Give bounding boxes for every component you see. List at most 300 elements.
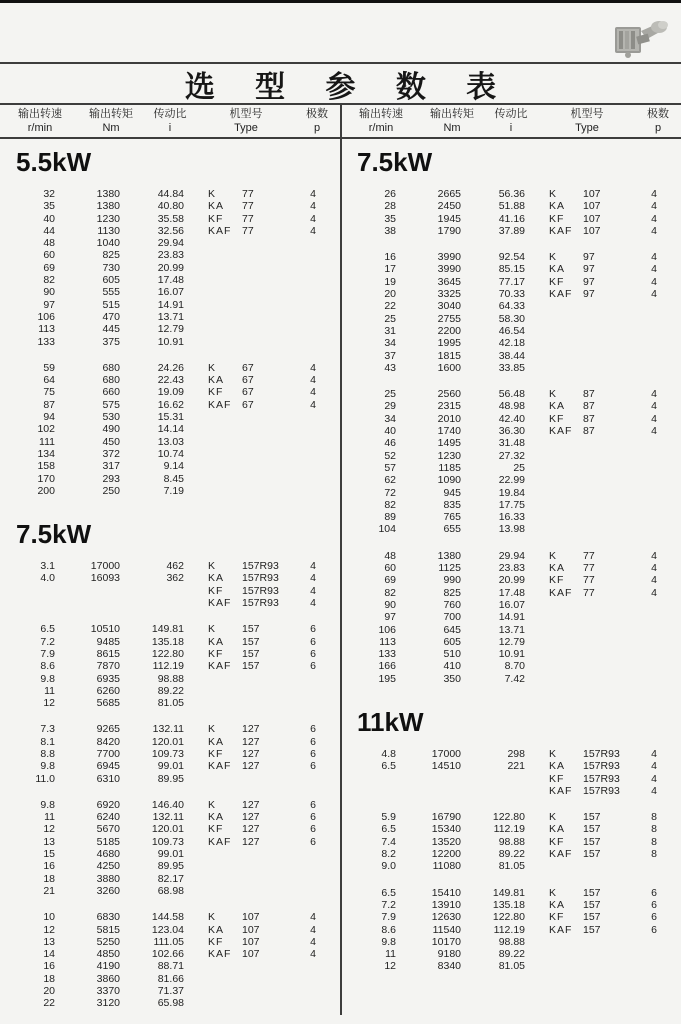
type-size-cell: 77 <box>242 188 254 200</box>
poles-cell: 4 <box>651 224 657 237</box>
ratio-cell: 51.88 <box>498 200 525 213</box>
torque-cell: 835 <box>443 498 461 511</box>
speed-cell: 97 <box>43 298 55 311</box>
ratio-cell <box>461 785 525 797</box>
speed-cell: 8.1 <box>40 735 55 748</box>
poles-cell <box>639 362 669 374</box>
table-row <box>0 811 340 823</box>
torque-cell: 1380 <box>96 188 120 200</box>
speed-cell: 10 <box>43 911 55 924</box>
col-header-poles: 极数 p <box>306 108 328 134</box>
type-prefix-cell: K <box>208 560 217 573</box>
speed-cell: 8.2 <box>381 848 396 861</box>
type-prefix-cell <box>208 286 242 298</box>
torque-cell: 1230 <box>96 212 120 225</box>
type-size-cell: 127 <box>242 798 260 811</box>
torque-cell: 14510 <box>431 760 461 773</box>
table-row <box>0 200 340 212</box>
data-group <box>341 388 681 536</box>
poles-cell <box>639 300 669 312</box>
table-row <box>0 673 340 685</box>
torque-cell: 490 <box>102 423 120 436</box>
power-section <box>0 147 340 497</box>
speed-cell: 25 <box>384 388 396 401</box>
torque-cell: 1230 <box>437 449 461 462</box>
ratio-cell: 89.95 <box>157 860 184 873</box>
table-row <box>0 399 340 411</box>
torque-cell: 1815 <box>437 349 461 362</box>
speed-cell: 106 <box>378 623 396 636</box>
table-row <box>0 960 340 972</box>
type-prefix-cell <box>549 474 583 486</box>
type-prefix-cell: KAF <box>208 835 232 848</box>
type-prefix-cell: KF <box>208 647 224 660</box>
table-row <box>341 462 681 474</box>
data-group <box>0 560 340 609</box>
table-row <box>341 611 681 623</box>
speed-cell: 89 <box>384 511 396 524</box>
poles-cell <box>639 313 669 325</box>
ratio-cell: 17.75 <box>498 498 525 511</box>
type-prefix-cell: KAF <box>208 224 232 237</box>
table-row <box>0 485 340 497</box>
poles-cell: 6 <box>310 723 316 736</box>
poles-cell: 6 <box>651 911 657 924</box>
speed-cell: 7.3 <box>40 723 55 736</box>
torque-cell: 15410 <box>431 886 461 899</box>
speed-cell: 18 <box>43 972 55 985</box>
ratio-cell: 89.22 <box>498 948 525 961</box>
poles-cell <box>298 299 328 311</box>
table-row <box>341 574 681 586</box>
table-row <box>0 336 340 348</box>
poles-cell <box>298 673 328 685</box>
ratio-cell: 40.80 <box>157 200 184 213</box>
speed-cell <box>341 773 396 785</box>
type-prefix-cell: KAF <box>549 288 573 301</box>
poles-cell: 6 <box>310 623 316 636</box>
type-size-cell <box>583 673 639 685</box>
table-row <box>341 511 681 523</box>
ratio-cell: 112.19 <box>493 823 525 836</box>
torque-cell: 515 <box>102 298 120 311</box>
type-prefix-cell <box>549 499 583 511</box>
poles-cell: 6 <box>310 798 316 811</box>
torque-cell: 760 <box>443 598 461 611</box>
type-prefix-cell <box>208 237 242 249</box>
table-row <box>0 374 340 386</box>
poles-cell <box>639 624 669 636</box>
torque-cell: 11540 <box>432 923 461 936</box>
table-row <box>0 448 340 460</box>
type-size-cell <box>583 523 639 535</box>
type-size-cell <box>242 286 298 298</box>
table-row <box>341 251 681 263</box>
torque-cell: 3990 <box>437 263 461 276</box>
speed-cell: 46 <box>384 437 396 450</box>
poles-cell <box>639 325 669 337</box>
torque-cell: 2560 <box>437 388 461 401</box>
speed-cell: 34 <box>384 412 396 425</box>
ratio-cell: 23.83 <box>157 249 184 262</box>
table-row <box>0 473 340 485</box>
data-group <box>0 362 340 497</box>
table-row <box>341 785 681 797</box>
type-prefix-cell: KA <box>208 572 225 585</box>
type-size-cell: 87 <box>583 400 595 413</box>
torque-cell: 17000 <box>90 560 120 573</box>
table-row <box>0 748 340 760</box>
poles-cell <box>639 960 669 972</box>
torque-cell: 680 <box>102 374 120 387</box>
speed-cell: 12 <box>384 960 396 973</box>
data-group <box>0 188 340 348</box>
type-size-cell <box>583 474 639 486</box>
poles-cell: 6 <box>310 735 316 748</box>
ratio-cell: 462 <box>166 560 184 573</box>
torque-cell: 700 <box>443 611 461 624</box>
table-row <box>0 799 340 811</box>
type-prefix-cell: K <box>208 798 217 811</box>
table-row <box>0 311 340 323</box>
ratio-cell: 120.01 <box>151 823 184 836</box>
speed-cell: 170 <box>37 472 55 485</box>
type-size-cell <box>242 885 298 897</box>
table-row <box>341 225 681 237</box>
type-size-cell <box>583 860 639 872</box>
ratio-cell: 7.19 <box>163 484 184 497</box>
type-prefix-cell <box>208 460 242 472</box>
torque-cell: 9265 <box>96 723 120 736</box>
table-row <box>0 299 340 311</box>
poles-cell <box>298 473 328 485</box>
table-row <box>0 648 340 660</box>
type-size-cell <box>583 325 639 337</box>
speed-cell: 7.9 <box>381 911 396 924</box>
type-prefix-cell: KA <box>549 760 566 773</box>
ratio-cell <box>120 597 184 609</box>
ratio-cell: 16.62 <box>157 398 184 411</box>
ratio-cell: 89.22 <box>157 684 184 697</box>
type-prefix-cell <box>549 487 583 499</box>
poles-cell <box>298 249 328 261</box>
poles-cell <box>298 773 328 785</box>
poles-cell: 4 <box>310 948 316 961</box>
speed-cell: 9.8 <box>40 672 55 685</box>
poles-cell <box>298 985 328 997</box>
type-size-cell <box>242 460 298 472</box>
type-prefix-cell <box>208 873 242 885</box>
poles-cell <box>298 973 328 985</box>
table-row <box>0 911 340 923</box>
type-prefix-cell: KAF <box>208 597 232 610</box>
speed-cell: 22 <box>384 300 396 313</box>
type-size-cell <box>583 362 639 374</box>
poles-cell <box>298 323 328 335</box>
speed-cell: 29 <box>384 400 396 413</box>
poles-cell <box>639 936 669 948</box>
center-divider <box>340 105 342 1015</box>
table-row <box>0 411 340 423</box>
data-group <box>341 188 681 237</box>
table-row <box>341 924 681 936</box>
speed-cell: 13 <box>43 835 55 848</box>
ratio-cell: 24.26 <box>157 361 184 374</box>
torque-cell: 1495 <box>437 437 461 450</box>
speed-cell: 11 <box>44 811 55 824</box>
table-row <box>341 960 681 972</box>
type-prefix-cell: KF <box>549 574 565 587</box>
ratio-cell: 20.99 <box>498 574 525 587</box>
table-row <box>341 911 681 923</box>
type-size-cell <box>242 262 298 274</box>
type-size-cell <box>583 960 639 972</box>
poles-cell: 8 <box>651 811 657 824</box>
speed-cell: 9.8 <box>381 935 396 948</box>
type-size-cell <box>583 350 639 362</box>
poles-cell: 4 <box>651 188 657 200</box>
type-prefix-cell: K <box>208 361 217 374</box>
torque-cell: 730 <box>102 261 120 274</box>
poles-cell: 4 <box>310 911 316 924</box>
type-size-cell: 157 <box>583 911 601 924</box>
torque-cell: 6935 <box>96 672 120 685</box>
type-size-cell: 157R93 <box>242 572 279 585</box>
torque-cell: 10170 <box>431 935 461 948</box>
torque-cell: 1380 <box>96 200 120 213</box>
table-row <box>341 499 681 511</box>
speed-cell: 40 <box>384 425 396 438</box>
torque-cell: 1790 <box>437 224 461 237</box>
ratio-cell: 46.54 <box>498 324 525 337</box>
torque-cell: 9180 <box>437 948 461 961</box>
torque-cell: 555 <box>102 286 120 299</box>
type-prefix-cell <box>208 985 242 997</box>
col-header-ratio: 传动比 i <box>494 108 528 134</box>
torque-cell: 2200 <box>437 324 461 337</box>
table-row <box>0 860 340 872</box>
ratio-cell: 12.79 <box>498 635 525 648</box>
table-row <box>341 823 681 835</box>
type-prefix-cell: K <box>208 723 217 736</box>
speed-cell: 16 <box>43 960 55 973</box>
torque-cell: 317 <box>102 460 120 473</box>
ratio-cell: 111.05 <box>153 935 184 948</box>
type-prefix-cell <box>208 448 242 460</box>
poles-cell <box>298 460 328 472</box>
torque-cell: 4190 <box>96 960 120 973</box>
ratio-cell: 144.58 <box>151 911 184 924</box>
ratio-cell: 44.84 <box>157 188 184 200</box>
poles-cell: 6 <box>651 923 657 936</box>
torque-cell: 2755 <box>437 312 461 325</box>
torque-cell: 17000 <box>431 747 461 760</box>
ratio-cell: 15.31 <box>157 411 184 424</box>
torque-cell: 445 <box>102 323 120 336</box>
type-size-cell: 127 <box>242 723 260 736</box>
table-row <box>0 773 340 785</box>
type-size-cell <box>583 636 639 648</box>
table-row <box>0 636 340 648</box>
speed-cell: 21 <box>43 884 55 897</box>
speed-cell: 106 <box>37 310 55 323</box>
type-size-cell <box>242 473 298 485</box>
ratio-cell: 16.07 <box>157 286 184 299</box>
table-row <box>341 760 681 772</box>
type-prefix-cell <box>549 337 583 349</box>
section-heading: 5.5kW <box>16 147 92 177</box>
ratio-cell: 135.18 <box>151 635 184 648</box>
type-prefix-cell <box>208 973 242 985</box>
ratio-cell: 92.54 <box>498 251 525 264</box>
type-size-cell <box>583 511 639 523</box>
header-group-left <box>0 107 340 135</box>
type-size-cell <box>242 960 298 972</box>
type-prefix-cell: KAF <box>208 660 232 673</box>
speed-cell: 11 <box>44 684 55 697</box>
page-title: 选 型 参 数 表 <box>184 70 513 104</box>
type-size-cell: 107 <box>242 923 260 936</box>
type-prefix-cell: K <box>208 623 217 636</box>
type-prefix-cell <box>549 437 583 449</box>
power-section <box>341 147 681 685</box>
speed-cell: 26 <box>384 188 396 200</box>
type-prefix-cell: KAF <box>549 425 573 438</box>
poles-cell: 6 <box>310 660 316 673</box>
ratio-cell: 146.40 <box>151 798 184 811</box>
ratio-cell: 13.71 <box>498 623 525 636</box>
ratio-cell: 19.84 <box>498 486 525 499</box>
speed-cell: 111 <box>39 435 55 448</box>
type-size-cell: 77 <box>583 562 595 575</box>
torque-cell: 293 <box>102 472 120 485</box>
type-size-cell: 157 <box>242 635 260 648</box>
speed-cell: 35 <box>43 200 55 213</box>
type-size-cell: 87 <box>583 425 595 438</box>
torque-cell: 3040 <box>437 300 461 313</box>
torque-cell: 3325 <box>437 288 461 301</box>
poles-cell <box>639 474 669 486</box>
speed-cell: 60 <box>43 249 55 262</box>
ratio-cell: 41.16 <box>498 212 525 225</box>
section-heading: 7.5kW <box>16 519 92 550</box>
speed-cell: 11.0 <box>35 772 55 785</box>
type-size-cell <box>242 485 298 497</box>
speed-cell: 87 <box>43 398 55 411</box>
torque-cell: 15340 <box>431 823 461 836</box>
table-row <box>0 225 340 237</box>
ratio-cell: 22.43 <box>157 374 184 387</box>
type-prefix-cell <box>549 660 583 672</box>
type-size-cell <box>242 697 298 709</box>
poles-cell: 4 <box>310 386 316 399</box>
table-row <box>0 274 340 286</box>
ratio-cell: 13.03 <box>157 435 184 448</box>
ratio-cell: 42.40 <box>498 412 525 425</box>
table-row <box>0 685 340 697</box>
poles-cell: 4 <box>651 251 657 264</box>
type-size-cell: 127 <box>242 735 260 748</box>
speed-cell: 20 <box>43 985 55 998</box>
ratio-cell: 77.17 <box>498 275 525 288</box>
type-size-cell: 97 <box>583 288 595 301</box>
speed-cell: 17 <box>384 263 396 276</box>
type-prefix-cell <box>549 350 583 362</box>
type-size-cell: 97 <box>583 275 595 288</box>
ratio-cell: 13.71 <box>157 310 184 323</box>
table-row <box>341 437 681 449</box>
type-prefix-cell: KAF <box>549 224 573 237</box>
poles-cell <box>639 350 669 362</box>
type-size-cell: 77 <box>583 574 595 587</box>
type-prefix-cell <box>549 936 583 948</box>
type-size-cell: 67 <box>242 361 254 374</box>
type-size-cell <box>242 436 298 448</box>
poles-cell: 6 <box>651 898 657 911</box>
type-prefix-cell <box>208 685 242 697</box>
poles-cell <box>639 948 669 960</box>
type-prefix-cell: K <box>549 811 558 824</box>
poles-cell <box>639 648 669 660</box>
ratio-cell: 17.48 <box>157 274 184 287</box>
type-prefix-cell: KA <box>208 735 225 748</box>
speed-cell: 48 <box>43 237 55 250</box>
type-prefix-cell <box>208 299 242 311</box>
torque-cell: 1090 <box>437 474 461 487</box>
torque-cell: 605 <box>102 274 120 287</box>
speed-cell: 9.8 <box>40 760 55 773</box>
right-table-column <box>341 139 681 1024</box>
speed-cell: 32 <box>43 188 55 200</box>
ratio-cell: 82.17 <box>157 872 184 885</box>
type-prefix-cell <box>208 997 242 1009</box>
table-row <box>0 460 340 472</box>
speed-cell: 5.9 <box>381 811 396 824</box>
table-row <box>341 587 681 599</box>
poles-cell <box>298 436 328 448</box>
type-prefix-cell: KAF <box>549 784 573 797</box>
type-prefix-cell: KF <box>549 275 565 288</box>
table-row <box>341 748 681 760</box>
col-header-ratio: 传动比 i <box>153 108 187 134</box>
poles-cell: 4 <box>651 549 657 562</box>
ratio-cell: 31.48 <box>498 437 525 450</box>
table-row <box>0 723 340 735</box>
poles-cell <box>298 848 328 860</box>
speed-cell: 59 <box>43 361 55 374</box>
poles-cell <box>639 511 669 523</box>
speed-cell: 82 <box>384 586 396 599</box>
type-size-cell: 127 <box>242 823 260 836</box>
torque-cell: 945 <box>443 486 461 499</box>
table-row <box>341 313 681 325</box>
ratio-cell: 64.33 <box>498 300 525 313</box>
type-size-cell <box>583 313 639 325</box>
speed-cell: 31 <box>384 324 396 337</box>
speed-cell: 18 <box>43 872 55 885</box>
torque-cell: 3990 <box>437 251 461 264</box>
ratio-cell: 22.99 <box>498 474 525 487</box>
speed-cell: 6.5 <box>381 823 396 836</box>
torque-cell: 450 <box>102 435 120 448</box>
poles-cell: 4 <box>310 200 316 213</box>
poles-cell: 4 <box>310 572 316 585</box>
type-prefix-cell <box>208 485 242 497</box>
poles-cell: 4 <box>310 188 316 200</box>
table-row <box>341 288 681 300</box>
torque-cell: 1380 <box>437 549 461 562</box>
table-row <box>0 997 340 1009</box>
